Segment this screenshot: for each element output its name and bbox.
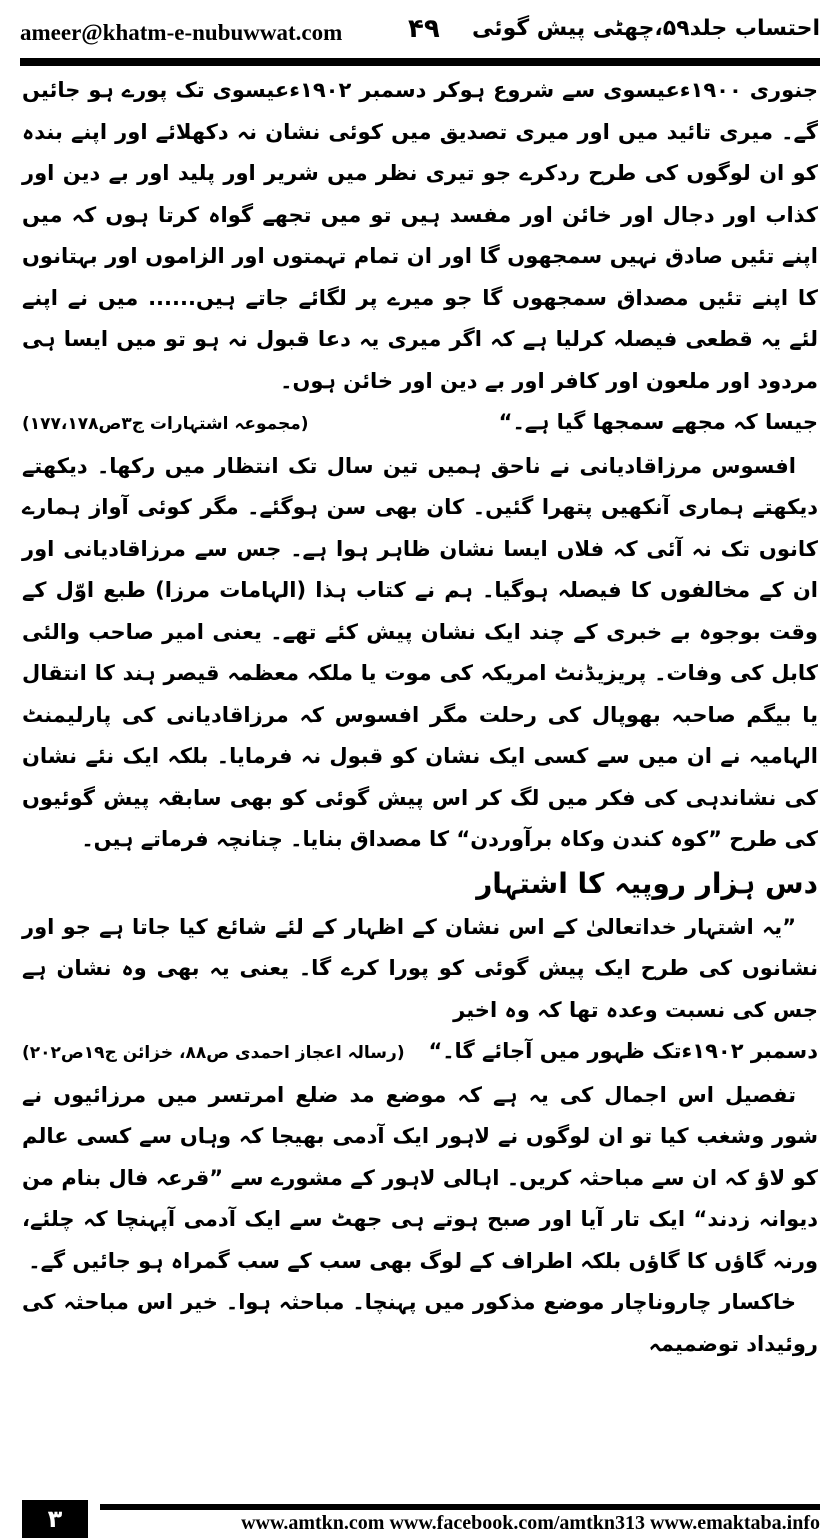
header-page-number: ۴۹ [408,14,440,44]
page-header [0,0,840,60]
header-divider [20,58,820,66]
paragraph-2: افسوس مرزاقادیانی نے ناحق ہمیں تین سال تک انتظار میں رکھا۔ دیکھتے دیکھتے ہماری آنکھیں پتھرا گئیں۔ کان بھی سن ہوگئے۔ مگر کوئی آواز ہمارے کانوں تک نہ آئی کہ فلاں ایسا نشان ظاہر ہوا ہے۔ جس سے مرزاقادیانی اور ان کے مخالفوں کا فیصلہ ہوگیا۔ ہم نے کتاب ہذا (الہامات مرزا) طبع اوّل کے وقت بوجوہ بے خبری کے چند ایک نشان پیش کئے تھے۔ یعنی امیر صاحب والئی کابل کی وفات۔ پریزیڈنٹ امریکہ کی موت یا ملکہ معظمہ قیصر ہند کا انتقال یا بیگم صاحبہ بھوپال کی رحلت مگر افسوس کہ مرزاقادیانی کی پارلیمنٹ الہامیہ نے ان میں سے کسی ایک نشان کو قبول نہ فرمایا۔ بلکہ ایک نئے نشان کی نشاندہی کی فکر میں لگ کر اس پیش گوئی کو بھی سابقہ پیش گوئیوں کی طرح ”کوہ کندن وکاہ برآوردن“ کا مصداق بنایا۔ چنانچہ فرماتے ہیں۔ [22,453,818,851]
paragraph-1-end: جیسا کہ مجھے سمجھا گیا ہے۔“ [498,410,818,434]
citation-reference-2: (رسالہ اعجاز احمدی ص۸۸، خزائن ج۱۹ص۲۰۲) [22,1043,405,1063]
paragraph-4: تفصیل اس اجمال کی یہ ہے کہ موضع مد ضلع امرتسر میں مرزائیوں نے شور وشغب کیا تو ان لوگوں نے لاہور ایک آدمی بھیجا کہ وہاں سے کسی عالم کو لاؤ کہ ان سے مباحثہ کریں۔ اہالی لاہور کے مشورے سے ”قرعہ فال بنام من دیوانہ زدند“ ایک تار آیا اور صبح ہوتے ہی جھٹ سے ایک آدمی آپہنچا کہ چلئے، ورنہ گاؤں کا گاؤں بلکہ اطراف کے لوگ بھی سب کے سب گمراہ ہو جائیں گے۔ [22,1082,818,1273]
citation-line-1 [22,402,818,446]
paragraph-3: ”یہ اشتہار خداتعالیٰ کے اس نشان کے اظہار کے لئے شائع کیا جاتا ہے جو اور نشانوں کی طرح ایک پیش گوئی کو پورا کرے گا۔ یعنی یہ بھی وہ نشان ہے جس کی نسبت وعدہ تھا کہ وہ اخیر [22,914,818,1022]
page-body [22,70,818,1365]
citation-line-2 [22,1031,818,1075]
footer-divider [100,1504,820,1510]
footer-links[interactable]: www.amtkn.com www.facebook.com/amtkn313 www.emaktaba.info [241,1512,820,1534]
paragraph-3-end: دسمبر ۱۹۰۲ءتک ظہور میں آجائے گا۔“ [428,1039,818,1063]
header-email: ameer@khatm-e-nubuwwat.com [20,20,343,45]
page-footer [0,1500,840,1540]
header-running-title: احتساب جلد۵۹،چھٹی پیش گوئی [472,16,820,41]
citation-reference-1: (مجموعہ اشتہارات ج۳ص۱۷۷،۱۷۸) [22,414,309,434]
paragraph-5: خاکسار چاروناچار موضع مذکور میں پہنچا۔ مباحثہ ہوا۔ خیر اس مباحثہ کی روئیداد توضمیمہ [22,1290,818,1356]
footer-page-number: ۳ [22,1500,88,1538]
paragraph-1: جنوری ۱۹۰۰ءعیسوی سے شروع ہوکر دسمبر ۱۹۰۲ءعیسوی تک پورے ہو جائیں گے۔ میری تائید میں اور میری تصدیق میں کوئی نشان نہ دکھلائے اور اپنے بندہ کو ان لوگوں کی طرح ردکرے جو تیری نظر میں شریر اور پلید اور بے دین اور کذاب اور دجال اور خائن اور مفسد ہیں تو میں تجھے گواہ کرتا ہوں کہ میں اپنے تئیں صادق نہیں سمجھوں گا اور ان تمام تہمتوں اور الزاموں اور بہتانوں کا اپنے تئیں مصداق سمجھوں گا جو میرے پر لگائے جاتے ہیں...... میں نے اپنے لئے یہ قطعی فیصلہ کرلیا ہے کہ اگر میری یہ دعا قبول نہ ہو تو میں ایسا ہی مردود اور ملعون اور کافر اور بے دین اور خائن ہوں۔ [22,78,818,393]
section-heading: دس ہزار روپیہ کا اشتہار [476,866,818,900]
